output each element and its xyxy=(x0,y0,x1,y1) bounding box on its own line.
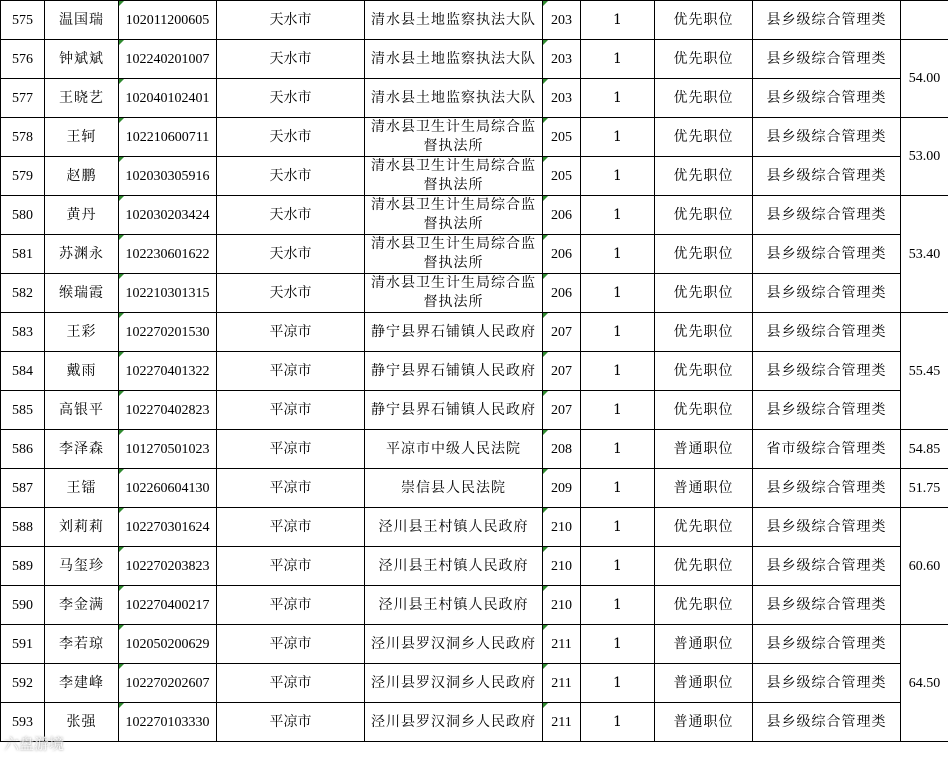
position-category: 省市级综合管理类 xyxy=(753,430,901,469)
position-code: 203 xyxy=(543,1,581,40)
candidate-name: 王晓艺 xyxy=(45,79,119,118)
position-type: 优先职位 xyxy=(655,508,753,547)
hiring-count: 1 xyxy=(581,235,655,274)
position-category: 县乡级综合管理类 xyxy=(753,703,901,742)
hiring-count: 1 xyxy=(581,157,655,196)
candidate-name: 刘莉莉 xyxy=(45,508,119,547)
city: 平凉市 xyxy=(217,469,365,508)
cutoff-score: 64.50 xyxy=(901,625,948,742)
exam-id: 102270103330 xyxy=(119,703,217,742)
exam-id: 102030203424 xyxy=(119,196,217,235)
position-code: 209 xyxy=(543,469,581,508)
employer-unit: 静宁县界石铺镇人民政府 xyxy=(365,313,543,352)
position-category: 县乡级综合管理类 xyxy=(753,118,901,157)
candidate-name: 钟斌斌 xyxy=(45,40,119,79)
position-category: 县乡级综合管理类 xyxy=(753,313,901,352)
hiring-count: 1 xyxy=(581,352,655,391)
cutoff-score: 53.00 xyxy=(901,118,948,196)
hiring-count: 1 xyxy=(581,703,655,742)
table-row xyxy=(1,157,948,196)
hiring-count: 1 xyxy=(581,469,655,508)
table-row xyxy=(1,703,948,742)
city: 天水市 xyxy=(217,1,365,40)
position-type: 优先职位 xyxy=(655,547,753,586)
position-code: 211 xyxy=(543,703,581,742)
employer-unit: 泾川县罗汉洞乡人民政府 xyxy=(365,664,543,703)
position-category: 县乡级综合管理类 xyxy=(753,40,901,79)
cutoff-score: 55.45 xyxy=(901,313,948,430)
position-code: 210 xyxy=(543,508,581,547)
table-row xyxy=(1,1,948,40)
exam-id: 102270202607 xyxy=(119,664,217,703)
position-type: 优先职位 xyxy=(655,313,753,352)
exam-id: 102270301624 xyxy=(119,508,217,547)
position-type: 优先职位 xyxy=(655,391,753,430)
position-category: 县乡级综合管理类 xyxy=(753,586,901,625)
candidate-name: 李若琼 xyxy=(45,625,119,664)
position-code: 210 xyxy=(543,547,581,586)
row-number: 588 xyxy=(1,508,45,547)
employer-unit: 泾川县王村镇人民政府 xyxy=(365,547,543,586)
candidate-name: 李泽森 xyxy=(45,430,119,469)
city: 平凉市 xyxy=(217,430,365,469)
employer-unit: 清水县土地监察执法大队 xyxy=(365,1,543,40)
position-type: 优先职位 xyxy=(655,1,753,40)
city: 天水市 xyxy=(217,40,365,79)
position-category: 县乡级综合管理类 xyxy=(753,625,901,664)
hiring-count: 1 xyxy=(581,274,655,313)
table-body xyxy=(1,1,948,742)
position-code: 205 xyxy=(543,118,581,157)
position-code: 206 xyxy=(543,196,581,235)
position-code: 205 xyxy=(543,157,581,196)
candidate-name: 黄丹 xyxy=(45,196,119,235)
city: 平凉市 xyxy=(217,313,365,352)
exam-id: 102270203823 xyxy=(119,547,217,586)
position-type: 优先职位 xyxy=(655,274,753,313)
position-type: 普通职位 xyxy=(655,430,753,469)
candidate-name: 张强 xyxy=(45,703,119,742)
row-number: 590 xyxy=(1,586,45,625)
city: 平凉市 xyxy=(217,508,365,547)
candidate-name: 苏渊永 xyxy=(45,235,119,274)
position-type: 优先职位 xyxy=(655,196,753,235)
position-category: 县乡级综合管理类 xyxy=(753,664,901,703)
city: 平凉市 xyxy=(217,664,365,703)
position-type: 优先职位 xyxy=(655,157,753,196)
city: 天水市 xyxy=(217,196,365,235)
row-number: 585 xyxy=(1,391,45,430)
row-number: 584 xyxy=(1,352,45,391)
hiring-count: 1 xyxy=(581,664,655,703)
position-code: 207 xyxy=(543,352,581,391)
position-code: 207 xyxy=(543,313,581,352)
table-row xyxy=(1,235,948,274)
table-row xyxy=(1,118,948,157)
cutoff-score: 60.60 xyxy=(901,508,948,625)
candidate-name: 王彩 xyxy=(45,313,119,352)
employer-unit: 静宁县界石铺镇人民政府 xyxy=(365,352,543,391)
position-category: 县乡级综合管理类 xyxy=(753,1,901,40)
position-category: 县乡级综合管理类 xyxy=(753,274,901,313)
position-type: 优先职位 xyxy=(655,118,753,157)
position-category: 县乡级综合管理类 xyxy=(753,469,901,508)
table-row xyxy=(1,586,948,625)
position-category: 县乡级综合管理类 xyxy=(753,157,901,196)
employer-unit: 泾川县王村镇人民政府 xyxy=(365,586,543,625)
table-row xyxy=(1,79,948,118)
city: 天水市 xyxy=(217,274,365,313)
position-code: 206 xyxy=(543,235,581,274)
position-code: 211 xyxy=(543,664,581,703)
employer-unit: 清水县土地监察执法大队 xyxy=(365,79,543,118)
candidate-name: 李金满 xyxy=(45,586,119,625)
employer-unit: 清水县卫生计生局综合监督执法所 xyxy=(365,157,543,196)
cutoff-score: 51.75 xyxy=(901,469,948,508)
city: 平凉市 xyxy=(217,352,365,391)
position-category: 县乡级综合管理类 xyxy=(753,79,901,118)
cutoff-score-empty xyxy=(901,1,948,40)
hiring-count: 1 xyxy=(581,430,655,469)
row-number: 575 xyxy=(1,1,45,40)
row-number: 581 xyxy=(1,235,45,274)
exam-id: 102260604130 xyxy=(119,469,217,508)
position-code: 208 xyxy=(543,430,581,469)
watermark-text: 六盘游境 xyxy=(4,735,65,753)
employer-unit: 清水县卫生计生局综合监督执法所 xyxy=(365,118,543,157)
city: 天水市 xyxy=(217,157,365,196)
table-row xyxy=(1,469,948,508)
employer-unit: 静宁县界石铺镇人民政府 xyxy=(365,391,543,430)
exam-id: 102210600711 xyxy=(119,118,217,157)
table-row xyxy=(1,508,948,547)
cutoff-score: 53.40 xyxy=(901,196,948,313)
candidate-name: 王镭 xyxy=(45,469,119,508)
hiring-count: 1 xyxy=(581,508,655,547)
position-type: 普通职位 xyxy=(655,664,753,703)
exam-id: 102270401322 xyxy=(119,352,217,391)
exam-id: 102011200605 xyxy=(119,1,217,40)
table-row xyxy=(1,274,948,313)
row-number: 576 xyxy=(1,40,45,79)
position-category: 县乡级综合管理类 xyxy=(753,547,901,586)
position-type: 普通职位 xyxy=(655,625,753,664)
row-number: 593 xyxy=(1,703,45,742)
exam-id: 102270400217 xyxy=(119,586,217,625)
position-type: 普通职位 xyxy=(655,469,753,508)
row-number: 589 xyxy=(1,547,45,586)
city: 天水市 xyxy=(217,118,365,157)
position-code: 211 xyxy=(543,625,581,664)
employer-unit: 平凉市中级人民法院 xyxy=(365,430,543,469)
hiring-count: 1 xyxy=(581,79,655,118)
exam-id: 102270402823 xyxy=(119,391,217,430)
candidate-name: 王轲 xyxy=(45,118,119,157)
hiring-count: 1 xyxy=(581,40,655,79)
row-number: 582 xyxy=(1,274,45,313)
hiring-count: 1 xyxy=(581,1,655,40)
table-row xyxy=(1,313,948,352)
position-type: 优先职位 xyxy=(655,40,753,79)
city: 平凉市 xyxy=(217,703,365,742)
employer-unit: 泾川县罗汉洞乡人民政府 xyxy=(365,703,543,742)
row-number: 587 xyxy=(1,469,45,508)
table-row xyxy=(1,352,948,391)
exam-id: 102030305916 xyxy=(119,157,217,196)
table-row xyxy=(1,547,948,586)
exam-id: 102270201530 xyxy=(119,313,217,352)
position-code: 206 xyxy=(543,274,581,313)
cutoff-score: 54.85 xyxy=(901,430,948,469)
row-number: 586 xyxy=(1,430,45,469)
city: 天水市 xyxy=(217,79,365,118)
candidate-name: 高银平 xyxy=(45,391,119,430)
exam-id: 102210301315 xyxy=(119,274,217,313)
position-category: 县乡级综合管理类 xyxy=(753,352,901,391)
row-number: 591 xyxy=(1,625,45,664)
candidate-name: 马玺珍 xyxy=(45,547,119,586)
employer-unit: 清水县卫生计生局综合监督执法所 xyxy=(365,235,543,274)
position-type: 优先职位 xyxy=(655,352,753,391)
table-row xyxy=(1,430,948,469)
position-category: 县乡级综合管理类 xyxy=(753,196,901,235)
city: 平凉市 xyxy=(217,625,365,664)
table-row xyxy=(1,664,948,703)
row-number: 577 xyxy=(1,79,45,118)
exam-id: 102230601622 xyxy=(119,235,217,274)
position-category: 县乡级综合管理类 xyxy=(753,508,901,547)
hiring-count: 1 xyxy=(581,196,655,235)
hiring-count: 1 xyxy=(581,313,655,352)
candidate-name: 赵鹏 xyxy=(45,157,119,196)
row-number: 578 xyxy=(1,118,45,157)
table-row xyxy=(1,625,948,664)
employer-unit: 清水县卫生计生局综合监督执法所 xyxy=(365,274,543,313)
table-row xyxy=(1,196,948,235)
position-code: 210 xyxy=(543,586,581,625)
row-number: 592 xyxy=(1,664,45,703)
city: 平凉市 xyxy=(217,391,365,430)
employer-unit: 清水县土地监察执法大队 xyxy=(365,40,543,79)
row-number: 580 xyxy=(1,196,45,235)
cutoff-score: 54.00 xyxy=(901,40,948,118)
exam-id: 102240201007 xyxy=(119,40,217,79)
position-code: 203 xyxy=(543,79,581,118)
candidate-name: 温国瑞 xyxy=(45,1,119,40)
hiring-count: 1 xyxy=(581,625,655,664)
hiring-count: 1 xyxy=(581,391,655,430)
candidate-name: 戴雨 xyxy=(45,352,119,391)
position-code: 203 xyxy=(543,40,581,79)
city: 平凉市 xyxy=(217,547,365,586)
exam-id: 102040102401 xyxy=(119,79,217,118)
employer-unit: 泾川县罗汉洞乡人民政府 xyxy=(365,625,543,664)
position-type: 普通职位 xyxy=(655,703,753,742)
position-category: 县乡级综合管理类 xyxy=(753,391,901,430)
hiring-count: 1 xyxy=(581,118,655,157)
employer-unit: 崇信县人民法院 xyxy=(365,469,543,508)
exam-id: 102050200629 xyxy=(119,625,217,664)
candidate-name: 缑瑞霞 xyxy=(45,274,119,313)
city: 天水市 xyxy=(217,235,365,274)
employer-unit: 泾川县王村镇人民政府 xyxy=(365,508,543,547)
hiring-count: 1 xyxy=(581,547,655,586)
row-number: 579 xyxy=(1,157,45,196)
exam-id: 101270501023 xyxy=(119,430,217,469)
candidate-name: 李建峰 xyxy=(45,664,119,703)
city: 平凉市 xyxy=(217,586,365,625)
table-row xyxy=(1,40,948,79)
hiring-count: 1 xyxy=(581,586,655,625)
employer-unit: 清水县卫生计生局综合监督执法所 xyxy=(365,196,543,235)
row-number: 583 xyxy=(1,313,45,352)
position-category: 县乡级综合管理类 xyxy=(753,235,901,274)
position-type: 优先职位 xyxy=(655,586,753,625)
position-code: 207 xyxy=(543,391,581,430)
position-type: 优先职位 xyxy=(655,79,753,118)
position-type: 优先职位 xyxy=(655,235,753,274)
table-row xyxy=(1,391,948,430)
